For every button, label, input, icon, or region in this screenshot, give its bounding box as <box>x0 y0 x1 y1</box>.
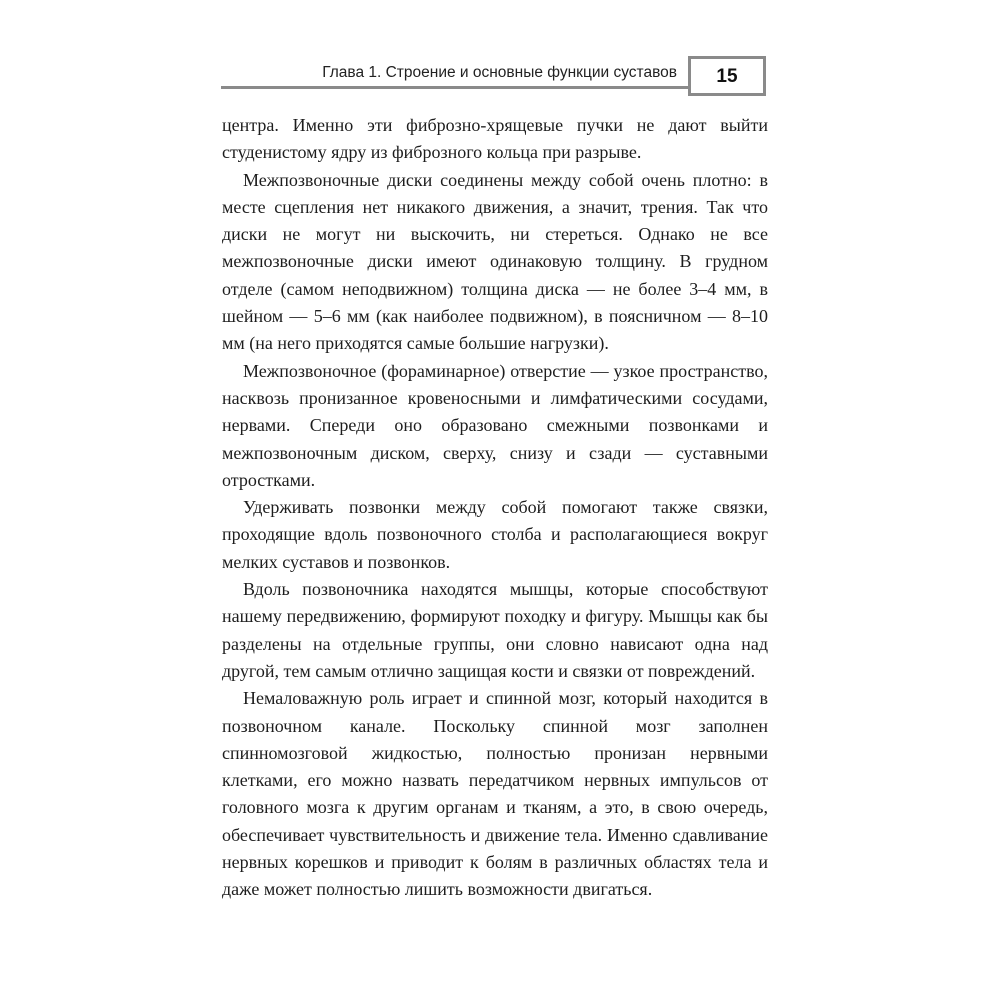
paragraph-continuation: центра. Именно эти фиброзно-хрящевые пучки не дают выйти студенистому ядру из фиброзного кольца при разрыве. <box>222 115 768 163</box>
paragraph-muscles: Вдоль позвоночника находятся мышцы, которые способствуют нашему передвижению, формируют походку и фигуру. Мышцы как бы разделены на отдельные группы, они словно нависают одна над другой, тем самым отлично защищая кости и связки от повреждений. <box>222 579 768 681</box>
paragraph-spinal-cord: Немаловажную роль играет и спинной мозг, который находится в позвоночном канале. Поскольку спинной мозг заполнен спинномозговой жидкостью, полностью пронизан нервными клетками, его можно назвать передатчиком нервных импульсов от головного мозга к другим органам и тканям, а это, в свою очередь, обеспечивает чувствительность и движение тела. Именно сдавливание нервных корешков и приводит к болям в различных областях тела и даже может полностью лишить возможности двигаться. <box>222 688 768 900</box>
page-body <box>222 112 768 904</box>
paragraph-ligaments: Удерживать позвонки между собой помогают также связки, проходящие вдоль позвоночного столба и располагающиеся вокруг мелких суставов и позвонков. <box>222 497 768 572</box>
page-number: 15 <box>716 66 738 87</box>
paragraph-discs: Межпозвоночные диски соединены между собой очень плотно: в месте сцепления нет никакого движения, а значит, трения. Так что диски не могут ни выскочить, ни стереться. Однако не все межпозвоночные диски имеют одинаковую толщину. В грудном отделе (самом неподвижном) толщина диска — не более 3–4 мм, в шейном — 5–6 мм (как наиболее подвижном), в поясничном — 8–10 мм (на него приходятся самые большие нагрузки). <box>222 169 768 354</box>
running-header <box>221 56 769 100</box>
paragraph-foramen: Межпозвоночное (фораминарное) отверстие — узкое пространство, насквозь пронизанное кровеносными и лимфатическими сосудами, нервами. Спереди оно образовано смежными позвонками и межпозвоночным диском, сверху, снизу и сзади — суставными отростками. <box>222 360 768 490</box>
page-number-box <box>688 56 766 96</box>
header-rule <box>221 86 689 89</box>
chapter-title: Глава 1. Строение и основные функции суставов <box>322 64 677 81</box>
